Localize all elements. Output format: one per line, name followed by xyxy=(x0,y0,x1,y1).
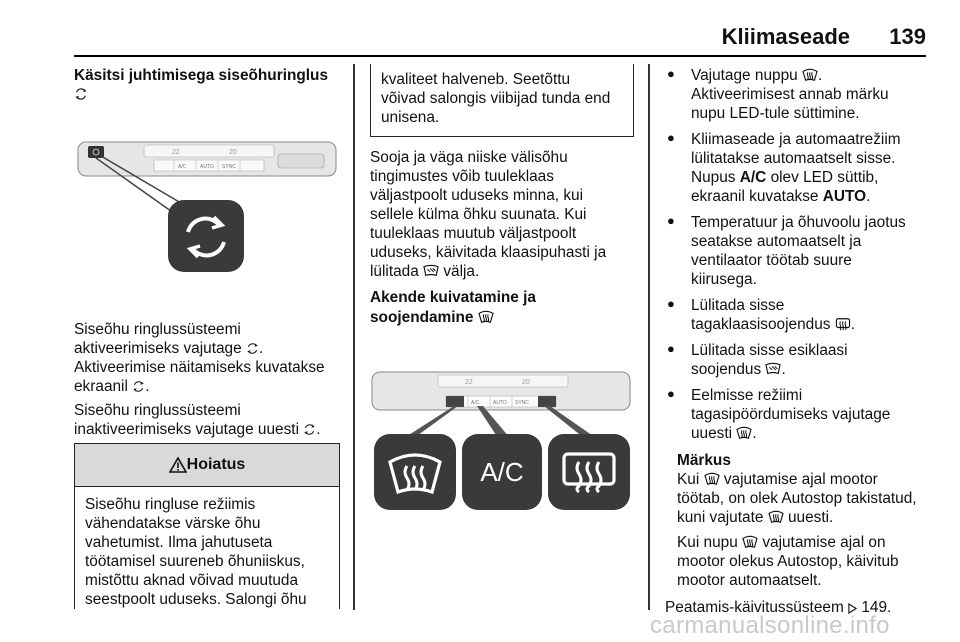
front-defrost-icon xyxy=(742,535,758,549)
panel-temp-left: 22 xyxy=(172,149,180,156)
warning-text: Siseõhu ringluse režiimis vähendatakse värske õhu vahetumist. Ilma jahutuseta töötamisel suureneb õhuniiskus, mistõttu aknad võivad muutuda seestpoolt uduseks. Salongi õhu xyxy=(85,496,307,608)
paragraph-deactivate: Siseõhu ringlussüsteemi inaktiveerimiseks vajutage uuesti . xyxy=(74,402,321,438)
list-item: ● Vajutage nuppu . Aktiveerimisest annab märku nupu LED-tule süttimine. xyxy=(665,66,930,123)
panel-sync-label: SYNC xyxy=(222,164,236,170)
list-item: ● Temperatuur ja õhuvoolu jaotus seatakse automaatselt ja ventilaator töötab suure kiirusega. xyxy=(665,213,930,289)
watermark: carmanualsonline.info xyxy=(650,612,890,639)
panel-auto-label: AUTO xyxy=(200,164,214,170)
paragraph-activate: Siseõhu ringlussüsteemi aktiveerimiseks vajutage . Aktiveerimise näitamiseks kuvatakse ekraanil . xyxy=(74,321,325,395)
note-section: Märkus Kui vajutamise ajal mootor töötab, on olek Autostop takistatud, kuni vajutate uuesti. Kui nupu vajutamise ajal on mootor olekus Autostop, käivitub mootor automaatselt. xyxy=(677,452,917,589)
front-defrost-icon xyxy=(802,68,818,82)
section-title-defrost: Akende kuivatamine ja soojendamine xyxy=(370,289,536,326)
recirculation-icon xyxy=(74,87,88,101)
warning-header: Hoiatus xyxy=(75,444,339,487)
recirculation-icon xyxy=(132,380,145,393)
rear-defrost-icon xyxy=(835,317,851,331)
panel-temp-right: 20 xyxy=(229,149,237,156)
front-defrost-icon xyxy=(478,310,494,324)
column-divider-1 xyxy=(353,64,355,610)
panel2-auto-label: AUTO xyxy=(493,400,507,406)
section-title-recirculation: Käsitsi juhtimisega siseõhuringlus xyxy=(74,66,342,104)
warning-box-continued: kvaliteet halveneb. Seetõttu võivad salongis viibijad tunda end unisena. xyxy=(370,64,634,137)
windshield-heating-icon xyxy=(765,362,781,376)
list-item: ● Kliimaseade ja automaatrežiim lülitatakse automaatselt sisse. Nupus A/C olev LED süttib, ekraanil kuvatakse AUTO. xyxy=(665,130,930,206)
list-item: ● Eelmisse režiimi tagasipöördumiseks vajutage uuesti . xyxy=(665,386,930,443)
ac-big-label: A/C xyxy=(480,457,524,487)
windshield-air-icon xyxy=(423,264,439,278)
list-item: ● Lülitada sisse tagaklaasisoojendus . xyxy=(665,296,930,334)
front-defrost-icon xyxy=(736,426,752,440)
list-item: ● Lülitada sisse esiklaasi soojendus . xyxy=(665,341,930,379)
warning-box xyxy=(74,443,340,609)
panel2-ac-label: A/C xyxy=(471,400,480,406)
front-defrost-icon xyxy=(768,510,784,524)
column-divider-2 xyxy=(648,64,650,610)
panel2-temp-left: 22 xyxy=(465,379,473,386)
page-number: 139 xyxy=(889,24,926,49)
header-rule xyxy=(74,55,926,57)
climate-panel-illustration xyxy=(74,134,342,278)
recirculation-icon xyxy=(246,342,259,355)
defrost-panel-illustration xyxy=(370,366,635,514)
paragraph-windshield-fog: Sooja ja väga niiske välisõhu tingimustes võib tuuleklaas väljastpoolt uduseks minna, kui sellele külma õhku suunata. Kui tuuleklaas muutub väljastpoolt uduseks, käivitada klaasipuhasti ja lülitada välja. xyxy=(370,149,607,280)
bullet-list xyxy=(665,66,930,617)
cross-reference[interactable]: Peatamis-käivitussüsteem 149. xyxy=(665,599,892,616)
front-defrost-icon xyxy=(704,472,720,486)
warning-triangle-icon xyxy=(169,457,187,473)
panel2-temp-right: 20 xyxy=(522,379,530,386)
panel2-sync-label: SYNC xyxy=(515,400,529,406)
recirculation-icon xyxy=(303,423,316,436)
panel-ac-label: A/C xyxy=(178,164,187,170)
page-header-title: Kliimaseade xyxy=(721,24,850,49)
